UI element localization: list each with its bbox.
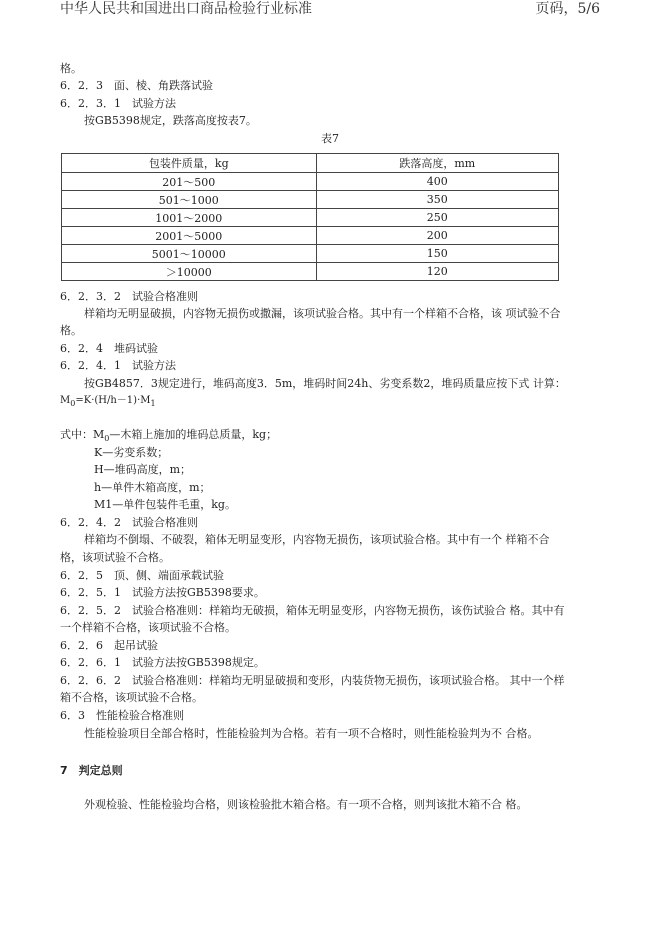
table-cell: 5001～10000 (62, 245, 317, 263)
text-line: 样箱均无明显破损，内容物无损伤或撒漏，该项试验合格。其中有一个样箱不合格，该 项试验不合 (84, 307, 561, 320)
text-line: 样箱均不倒塌、不破裂，箱体无明显变形，内容物无损伤，该项试验合格。其中有一个 样箱不合 (84, 533, 550, 546)
table-cell: 1001～2000 (62, 209, 317, 227)
text-line: 性能检验项目全部合格时，性能检验判为合格。若有一项不合格时，则性能检验判为不 合格。 (84, 727, 539, 740)
table-cell: ＞10000 (62, 263, 317, 281)
table-cell: 201～500 (62, 173, 317, 191)
drop-height-table (61, 153, 559, 281)
table-cell: 350 (316, 191, 558, 209)
text-line: 6．2．5．1 试验方法按GB5398要求。 (60, 586, 265, 599)
text-line: 格，该项试验不合格。 (60, 551, 170, 564)
table-cell: 501～1000 (62, 191, 317, 209)
table-cell: 200 (316, 227, 558, 245)
table-row (62, 191, 559, 209)
text-line: 按GB4857．3规定进行，堆码高度3．5m，堆码时间24h、劣变系数2，堆码质量应按下式 计算： (84, 377, 566, 390)
table-cell: 400 (316, 173, 558, 191)
text-line: 6．2．6．2 试验合格准则：样箱均无明显破损和变形，内装货物无损伤，该项试验合格。 其中一个样 (60, 674, 565, 687)
legend-line: K—劣变系数； (94, 446, 169, 459)
text-line: 格。 (60, 62, 82, 75)
formula-part: =K·(H/h－1)·M (75, 395, 151, 406)
standard-title: 中华人民共和国进出口商品检验行业标准 (60, 1, 312, 17)
table-cell: 250 (316, 209, 558, 227)
subsection-heading: 6．2．4．1 试验方法 (60, 359, 176, 372)
table-header-row (62, 154, 559, 173)
legend-part: —木箱上施加的堆码总质量，kg； (109, 428, 278, 441)
chapter-heading: 7 判定总则 (60, 764, 123, 777)
legend-part: 式中：M (60, 428, 105, 441)
table-row (62, 173, 559, 191)
legend-line: h—单件木箱高度，m； (94, 481, 211, 494)
subsection-heading: 6．2．3．1 试验方法 (60, 97, 176, 110)
formula-subscript: 1 (150, 399, 156, 408)
formula-part: M (60, 395, 71, 406)
legend-subscript: 0 (104, 434, 110, 444)
text-line: 6．2．6．1 试验方法按GB5398规定。 (60, 656, 265, 669)
table-row (62, 245, 559, 263)
subsection-heading: 6．2．3．2 试验合格准则 (60, 290, 198, 303)
table-caption: 表7 (321, 132, 339, 145)
legend-line: H—堆码高度，m； (94, 463, 192, 476)
formula-subscript: 0 (70, 399, 76, 408)
table-cell: 150 (316, 245, 558, 263)
table-row (62, 263, 559, 281)
section-heading: 6．2．6 起吊试验 (60, 639, 158, 652)
text-line: 格。 (60, 324, 82, 337)
text-line: 6．2．5．2 试验合格准则：样箱均无破损，箱体无明显变形，内容物无损伤，该伤试验合 格。其中有 (60, 604, 565, 617)
section-heading: 6．3 性能检验合格准则 (60, 709, 184, 722)
page-number: 页码，5/6 (535, 1, 600, 17)
formula (60, 392, 605, 412)
section-heading: 6．2．3 面、棱、角跌落试验 (60, 79, 213, 92)
column-header: 跌落高度，mm (316, 154, 558, 173)
table-cell: 120 (316, 263, 558, 281)
text-line: 按GB5398规定，跌落高度按表7。 (84, 114, 257, 127)
text-line: 一个样箱不合格，该项试验不合格。 (60, 621, 236, 634)
table-row (62, 227, 559, 245)
section-heading: 6．2．5 顶、侧、端面承载试验 (60, 569, 224, 582)
table-row (62, 209, 559, 227)
legend-line: M1—单件包装件毛重，kg。 (94, 498, 236, 511)
subsection-heading: 6．2．4．2 试验合格准则 (60, 516, 198, 529)
table-cell: 2001～5000 (62, 227, 317, 245)
text-line: 箱不合格，该项试验不合格。 (60, 691, 203, 704)
section-heading: 6．2．4 堆码试验 (60, 342, 158, 355)
column-header: 包装件质量，kg (62, 154, 317, 173)
text-line: 外观检验、性能检验均合格，则该检验批木箱合格。有一项不合格，则判该批木箱不合 格。 (84, 798, 528, 811)
